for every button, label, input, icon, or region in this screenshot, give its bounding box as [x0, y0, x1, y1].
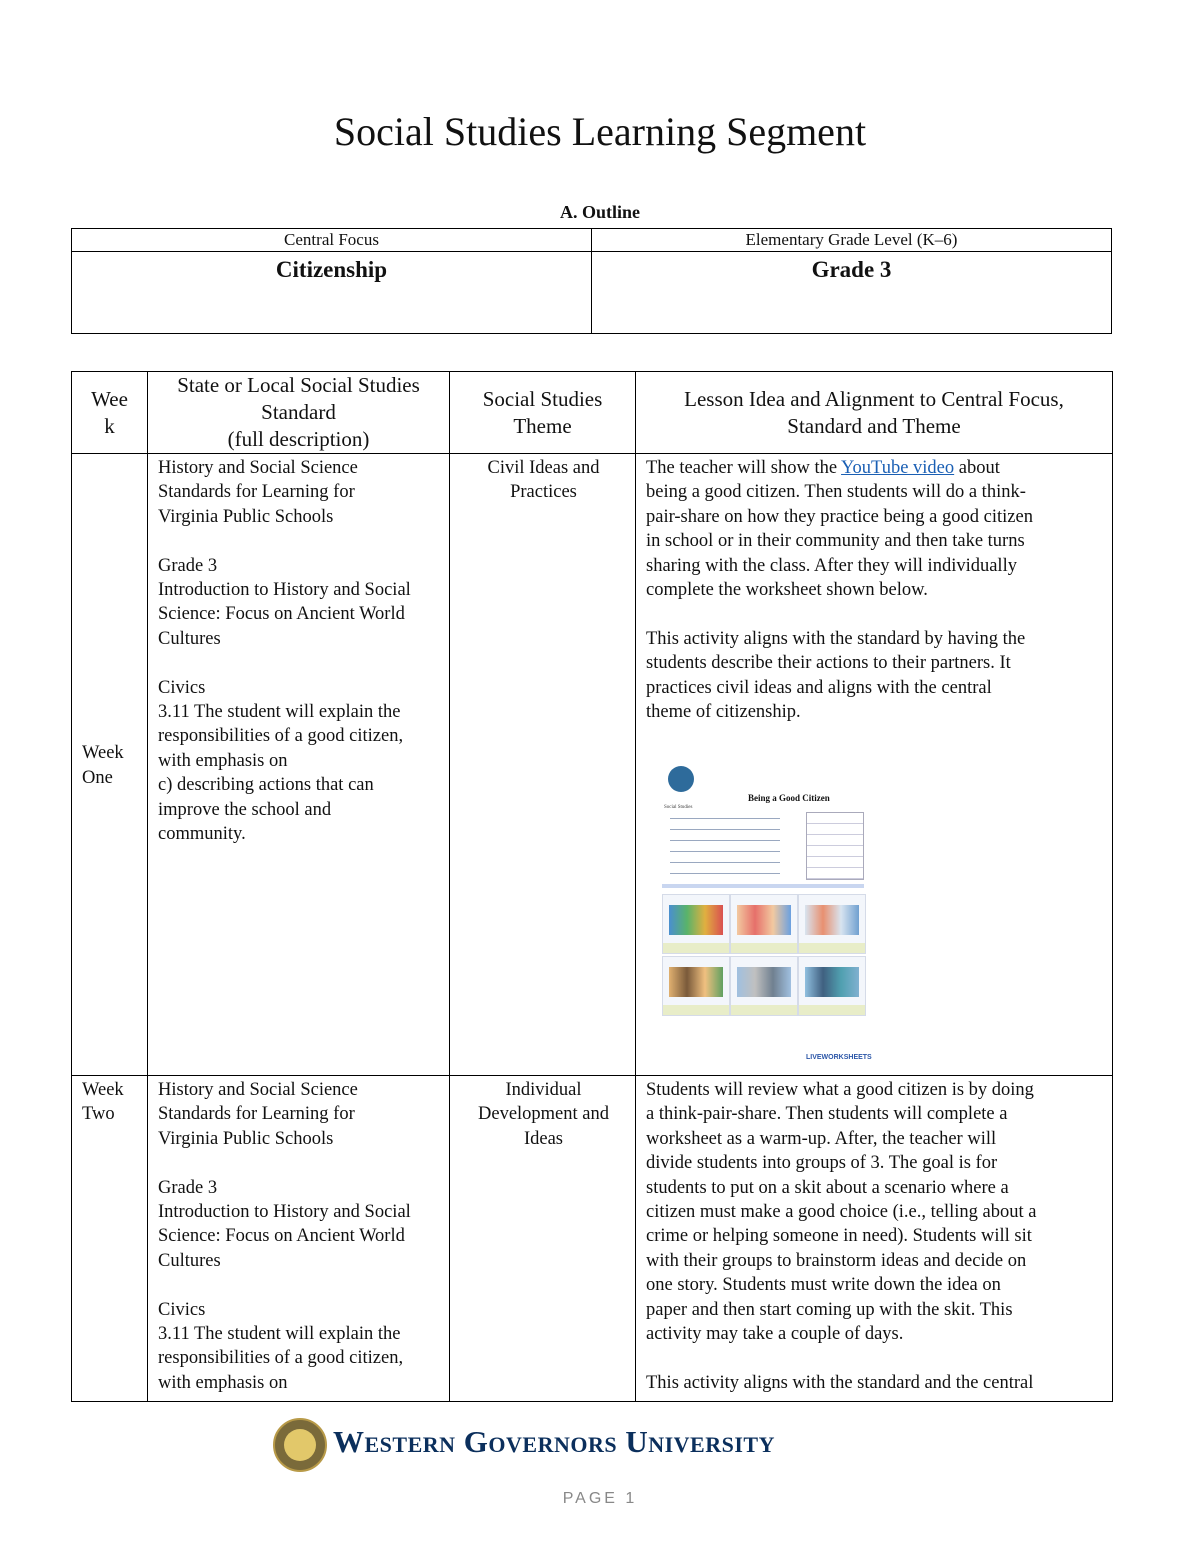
grade-level-value: Grade 3 — [592, 252, 1112, 334]
lesson-header-line: Standard and Theme — [787, 413, 961, 438]
text-line — [646, 1346, 1104, 1370]
lesson-cell — [636, 454, 1113, 1076]
standard-header — [148, 372, 450, 454]
text-line: responsibilities of a good citizen, — [158, 726, 404, 747]
standard-header-line: (full description) — [227, 427, 370, 451]
text-line: Grade 3 — [158, 1177, 218, 1198]
learning-segment-table — [71, 371, 1113, 1402]
text-line: c) describing actions that can — [158, 775, 374, 796]
text-line: a think-pair-share. Then students will complete a — [646, 1104, 1008, 1125]
text-line: History and Social Science — [158, 1080, 358, 1100]
text-line: improve the school and — [158, 799, 332, 820]
text-line: This activity aligns with the standard by having the — [646, 628, 1026, 649]
text-line: Cultures — [158, 628, 221, 649]
text-line: Civics — [158, 1299, 206, 1320]
table-row — [72, 454, 1113, 1076]
worksheet-word-bank — [806, 812, 864, 880]
outline-table — [71, 228, 1112, 334]
lesson-lines — [646, 480, 1104, 724]
worksheet-picture-grid — [662, 894, 864, 1016]
text-line: theme of citizenship. — [646, 702, 801, 723]
text-line: students describe their actions to their partners. It — [646, 653, 1011, 674]
text-line: being a good citizen. Then students will do a think- — [646, 482, 1026, 503]
text-line: This activity aligns with the standard and the central — [646, 1372, 1034, 1393]
lesson-cell — [636, 1076, 1113, 1402]
wgu-seal-icon — [273, 1418, 327, 1472]
lesson-header — [636, 372, 1113, 454]
week-header-line: k — [104, 413, 115, 438]
text-line: 3.11 The student will explain the — [158, 702, 401, 723]
text-line — [158, 651, 441, 675]
table-header-row — [72, 372, 1113, 454]
text-line: Students will review what a good citizen is by doing — [646, 1080, 1034, 1100]
globe-icon — [668, 766, 694, 792]
week-header — [72, 372, 148, 454]
standard-lines — [158, 456, 441, 846]
theme-line: Practices — [510, 482, 577, 503]
standard-header-line: Standard — [261, 400, 336, 424]
text-line: crime or helping someone in need). Students will sit — [646, 1226, 1032, 1247]
grade-level-label: Elementary Grade Level (K–6) — [592, 229, 1112, 252]
text-line: 3.11 The student will explain the — [158, 1324, 401, 1345]
table-row — [72, 1076, 1113, 1402]
worksheet-fill-lines — [662, 808, 800, 880]
text-line: complete the worksheet shown below. — [646, 580, 928, 601]
standard-cell — [148, 1076, 450, 1402]
theme-cell — [450, 454, 636, 1076]
outline-heading: A. Outline — [559, 202, 640, 222]
lesson-text: The teacher will show the — [646, 458, 842, 478]
text-line: with emphasis on — [158, 750, 288, 771]
lesson-lines — [646, 1078, 1104, 1395]
text-line: activity may take a couple of days. — [646, 1324, 904, 1345]
text-line: with their groups to brainstorm ideas and decide on — [646, 1250, 1027, 1271]
lesson-header-line: Lesson Idea and Alignment to Central Focus, — [684, 386, 1064, 411]
text-line: Science: Focus on Ancient World — [158, 1226, 405, 1247]
text-line: Standards for Learning for — [158, 482, 355, 503]
theme-header-line: Theme — [513, 413, 572, 438]
youtube-video-link[interactable]: YouTube video — [841, 458, 955, 478]
text-line: worksheet as a warm-up. After, the teacher will — [646, 1128, 997, 1149]
worksheet-logo-text: Social Studies — [664, 805, 693, 811]
text-line — [158, 529, 441, 553]
text-line: Virginia Public Schools — [158, 1128, 334, 1149]
theme-cell — [450, 1076, 636, 1402]
text-line: community. — [158, 824, 246, 845]
text-line: divide students into groups of 3. The goal is for — [646, 1153, 998, 1174]
text-line — [646, 602, 1104, 626]
text-line: Grade 3 — [158, 555, 218, 576]
page-number: PAGE 1 — [562, 1490, 638, 1507]
text-line: in school or in their community and then take turns — [646, 531, 1025, 552]
text-line: citizen must make a good choice (i.e., telling about a — [646, 1202, 1037, 1223]
worksheet-title: Being a Good Citizen — [748, 793, 830, 804]
theme-line: Individual — [505, 1080, 582, 1100]
week-label: Week — [82, 743, 124, 764]
text-line: Virginia Public Schools — [158, 506, 334, 527]
standard-cell — [148, 454, 450, 1076]
text-line: Standards for Learning for — [158, 1104, 355, 1125]
text-line: students to put on a skit about a scenario where a — [646, 1177, 1009, 1198]
document-title: Social Studies Learning Segment — [333, 109, 867, 154]
standard-lines — [158, 1078, 441, 1395]
wgu-logo — [273, 1416, 893, 1472]
week-cell — [72, 454, 148, 1076]
lesson-text: about — [954, 458, 1000, 478]
lesson-first-line — [646, 456, 1104, 480]
theme-header-line: Social Studies — [482, 386, 603, 411]
theme-header — [450, 372, 636, 454]
text-line: one story. Students must write down the idea on — [646, 1275, 1001, 1296]
text-line: Introduction to History and Social — [158, 580, 411, 601]
worksheet-footer: LIVEWORKSHEETS — [806, 1054, 872, 1062]
week-label: Week — [82, 1080, 124, 1100]
theme-line: Civil Ideas and — [487, 458, 600, 478]
text-line: Introduction to History and Social — [158, 1202, 411, 1223]
text-line: pair-share on how they practice being a good citizen — [646, 506, 1033, 527]
text-line — [158, 1273, 441, 1297]
standard-header-line: State or Local Social Studies — [177, 373, 420, 397]
text-line: responsibilities of a good citizen, — [158, 1348, 404, 1369]
text-line: with emphasis on — [158, 1372, 288, 1393]
text-line: Cultures — [158, 1250, 221, 1271]
week-label: One — [82, 767, 113, 788]
university-name: Western Governors University — [333, 1424, 775, 1459]
text-line: History and Social Science — [158, 458, 358, 478]
week-cell — [72, 1076, 148, 1402]
text-line: practices civil ideas and aligns with the central — [646, 677, 992, 698]
text-line: Civics — [158, 677, 206, 698]
worksheet-image — [656, 758, 876, 1062]
theme-line: Development and — [478, 1104, 609, 1125]
central-focus-value: Citizenship — [72, 252, 592, 334]
week-label: Two — [82, 1104, 115, 1125]
text-line — [158, 1151, 441, 1175]
week-header-line: Wee — [91, 386, 128, 411]
text-line: paper and then start coming up with the skit. This — [646, 1299, 1013, 1320]
text-line: Science: Focus on Ancient World — [158, 604, 405, 625]
text-line: sharing with the class. After they will individually — [646, 555, 1017, 576]
theme-line: Ideas — [523, 1128, 564, 1149]
worksheet-divider — [662, 884, 864, 888]
central-focus-label: Central Focus — [72, 229, 592, 252]
